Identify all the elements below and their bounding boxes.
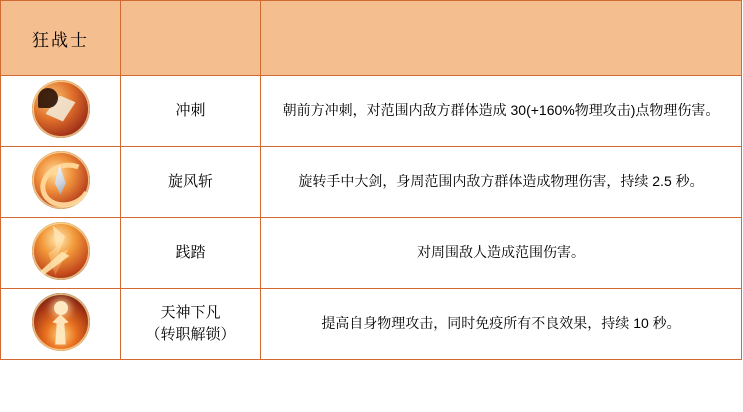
skill-description: 朝前方冲刺，对范围内敌方群体造成 30(+160%物理攻击)点物理伤害。	[261, 76, 742, 147]
stomp-skill-icon	[32, 222, 90, 280]
name-column-header	[121, 1, 261, 76]
skill-icon-cell	[1, 218, 121, 289]
desc-column-header	[261, 1, 742, 76]
skill-name: 天神下凡 （转职解锁）	[121, 289, 261, 360]
skill-name: 践踏	[121, 218, 261, 289]
table-row	[1, 147, 742, 218]
skill-description: 提高自身物理攻击，同时免疫所有不良效果，持续 10 秒。	[261, 289, 742, 360]
table-row	[1, 289, 742, 360]
whirlwind-skill-icon	[32, 151, 90, 209]
skill-description: 旋转手中大剑，身周范围内敌方群体造成物理伤害，持续 2.5 秒。	[261, 147, 742, 218]
skill-icon-cell	[1, 76, 121, 147]
skill-icon-cell	[1, 147, 121, 218]
table-header-row	[1, 1, 742, 76]
skill-name: 旋风斩	[121, 147, 261, 218]
dash-skill-icon	[32, 80, 90, 138]
table-row	[1, 218, 742, 289]
table-row	[1, 76, 742, 147]
skill-icon-cell	[1, 289, 121, 360]
skill-description: 对周围敌人造成范围伤害。	[261, 218, 742, 289]
class-name-header: 狂战士	[1, 1, 121, 76]
skill-name: 冲刺	[121, 76, 261, 147]
descend-skill-icon	[32, 293, 90, 351]
